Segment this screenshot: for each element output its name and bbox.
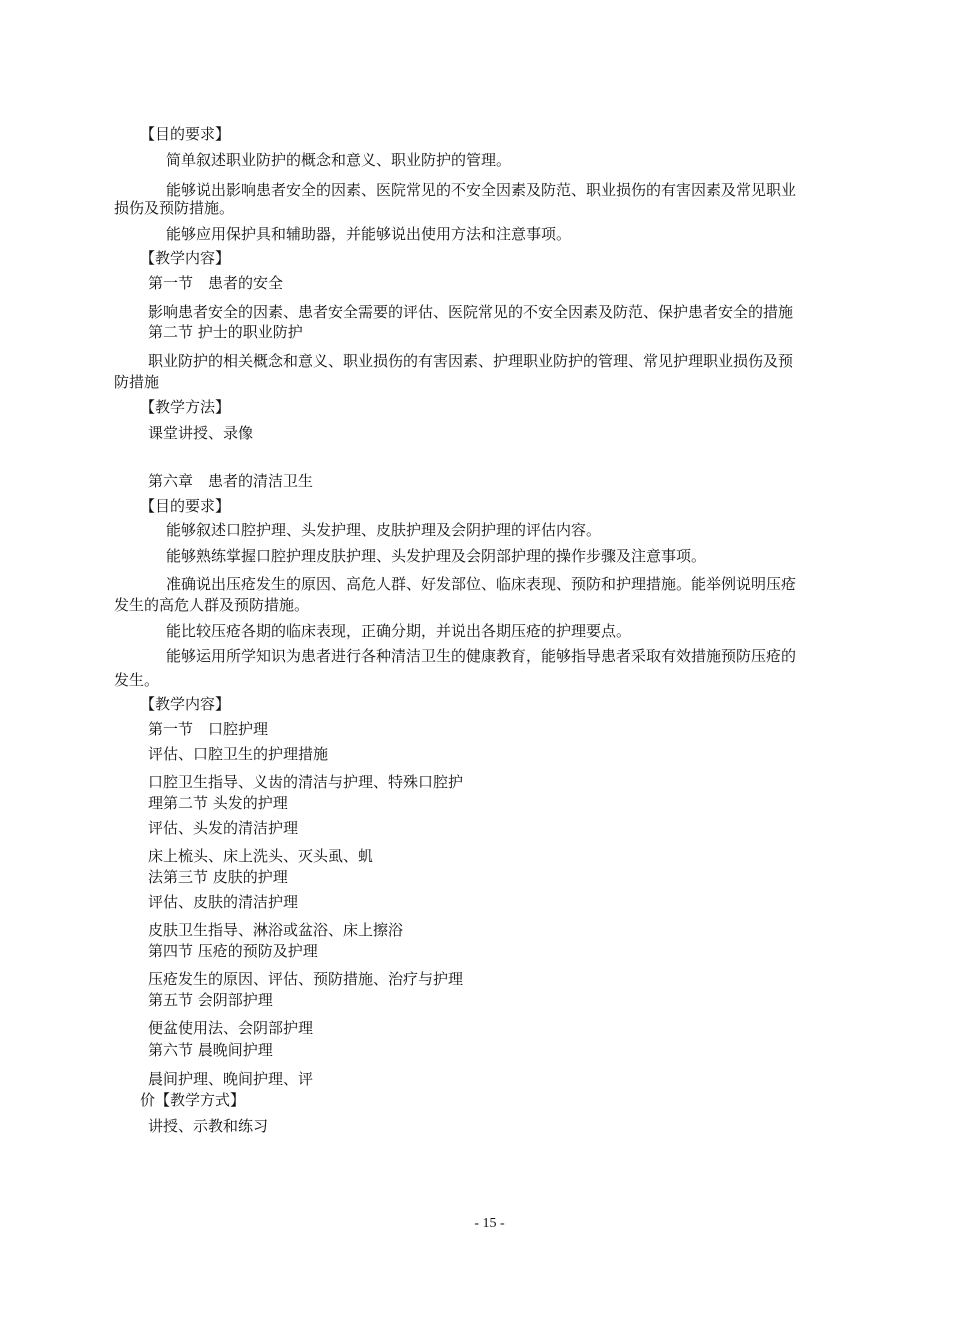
section-title: 法第三节 皮肤的护理 bbox=[148, 868, 288, 886]
goal-item-continuation: 损伤及预防措施。 bbox=[114, 199, 235, 217]
section-content: 评估、口腔卫生的护理措施 bbox=[148, 745, 329, 763]
methods-heading: 价【教学方式】 bbox=[140, 1091, 246, 1109]
content-heading: 【教学内容】 bbox=[140, 249, 231, 267]
section-content: 评估、头发的清洁护理 bbox=[148, 819, 299, 837]
section-title: 第二节 护士的职业防护 bbox=[148, 323, 303, 341]
goal-item: 能够应用保护具和辅助器，并能够说出使用方法和注意事项。 bbox=[166, 225, 572, 243]
section-title: 第一节 患者的安全 bbox=[148, 274, 284, 292]
goal-item-continuation: 发生的高危人群及预防措施。 bbox=[114, 596, 310, 614]
goal-item: 能比较压疮各期的临床表现，正确分期，并说出各期压疮的护理要点。 bbox=[166, 622, 632, 640]
section-content: 评估、皮肤的清洁护理 bbox=[148, 893, 299, 911]
methods-heading: 【教学方法】 bbox=[140, 398, 231, 416]
goal-item: 简单叙述职业防护的概念和意义、职业防护的管理。 bbox=[166, 151, 512, 169]
section-content: 床上梳头、床上洗头、灭头虱、虮 bbox=[148, 847, 374, 865]
page-number: - 15 - bbox=[474, 1216, 505, 1231]
section-content: 职业防护的相关概念和意义、职业损伤的有害因素、护理职业防护的管理、常见护理职业损伤及预 bbox=[148, 352, 794, 370]
chapter-title: 第六章 患者的清洁卫生 bbox=[148, 472, 314, 490]
section-content: 口腔卫生指导、义齿的清洁与护理、特殊口腔护 bbox=[148, 773, 464, 791]
goals-heading: 【目的要求】 bbox=[140, 125, 231, 143]
methods-text: 课堂讲授、录像 bbox=[148, 424, 254, 442]
goal-item: 准确说出压疮发生的原因、高危人群、好发部位、临床表现、预防和护理措施。能举例说明压疮 bbox=[166, 575, 797, 593]
goals-heading: 【目的要求】 bbox=[140, 497, 231, 515]
goal-item: 能够运用所学知识为患者进行各种清洁卫生的健康教育，能够指导患者采取有效措施预防压疮的 bbox=[166, 647, 797, 665]
section-content: 皮肤卫生指导、淋浴或盆浴、床上擦浴 bbox=[148, 921, 404, 939]
goal-item: 能够叙述口腔护理、头发护理、皮肤护理及会阴护理的评估内容。 bbox=[166, 521, 602, 539]
section-content: 晨间护理、晚间护理、评 bbox=[148, 1070, 314, 1088]
section-content-continuation: 防措施 bbox=[114, 373, 160, 391]
content-heading: 【教学内容】 bbox=[140, 695, 231, 713]
methods-text: 讲授、示教和练习 bbox=[148, 1117, 269, 1135]
section-content: 影响患者安全的因素、患者安全需要的评估、医院常见的不安全因素及防范、保护患者安全的措施 bbox=[148, 303, 794, 321]
section-content: 压疮发生的原因、评估、预防措施、治疗与护理 bbox=[148, 970, 464, 988]
section-content: 便盆使用法、会阴部护理 bbox=[148, 1019, 314, 1037]
section-title: 理第二节 头发的护理 bbox=[148, 794, 288, 812]
section-title: 第六节 晨晚间护理 bbox=[148, 1041, 273, 1059]
goal-item-continuation: 发生。 bbox=[114, 671, 160, 689]
section-title: 第四节 压疮的预防及护理 bbox=[148, 942, 318, 960]
section-title: 第五节 会阴部护理 bbox=[148, 991, 273, 1009]
section-title: 第一节 口腔护理 bbox=[148, 720, 269, 738]
goal-item: 能够熟练掌握口腔护理皮肤护理、头发护理及会阴部护理的操作步骤及注意事项。 bbox=[166, 547, 707, 565]
goal-item: 能够说出影响患者安全的因素、医院常见的不安全因素及防范、职业损伤的有害因素及常见职业 bbox=[166, 181, 797, 199]
